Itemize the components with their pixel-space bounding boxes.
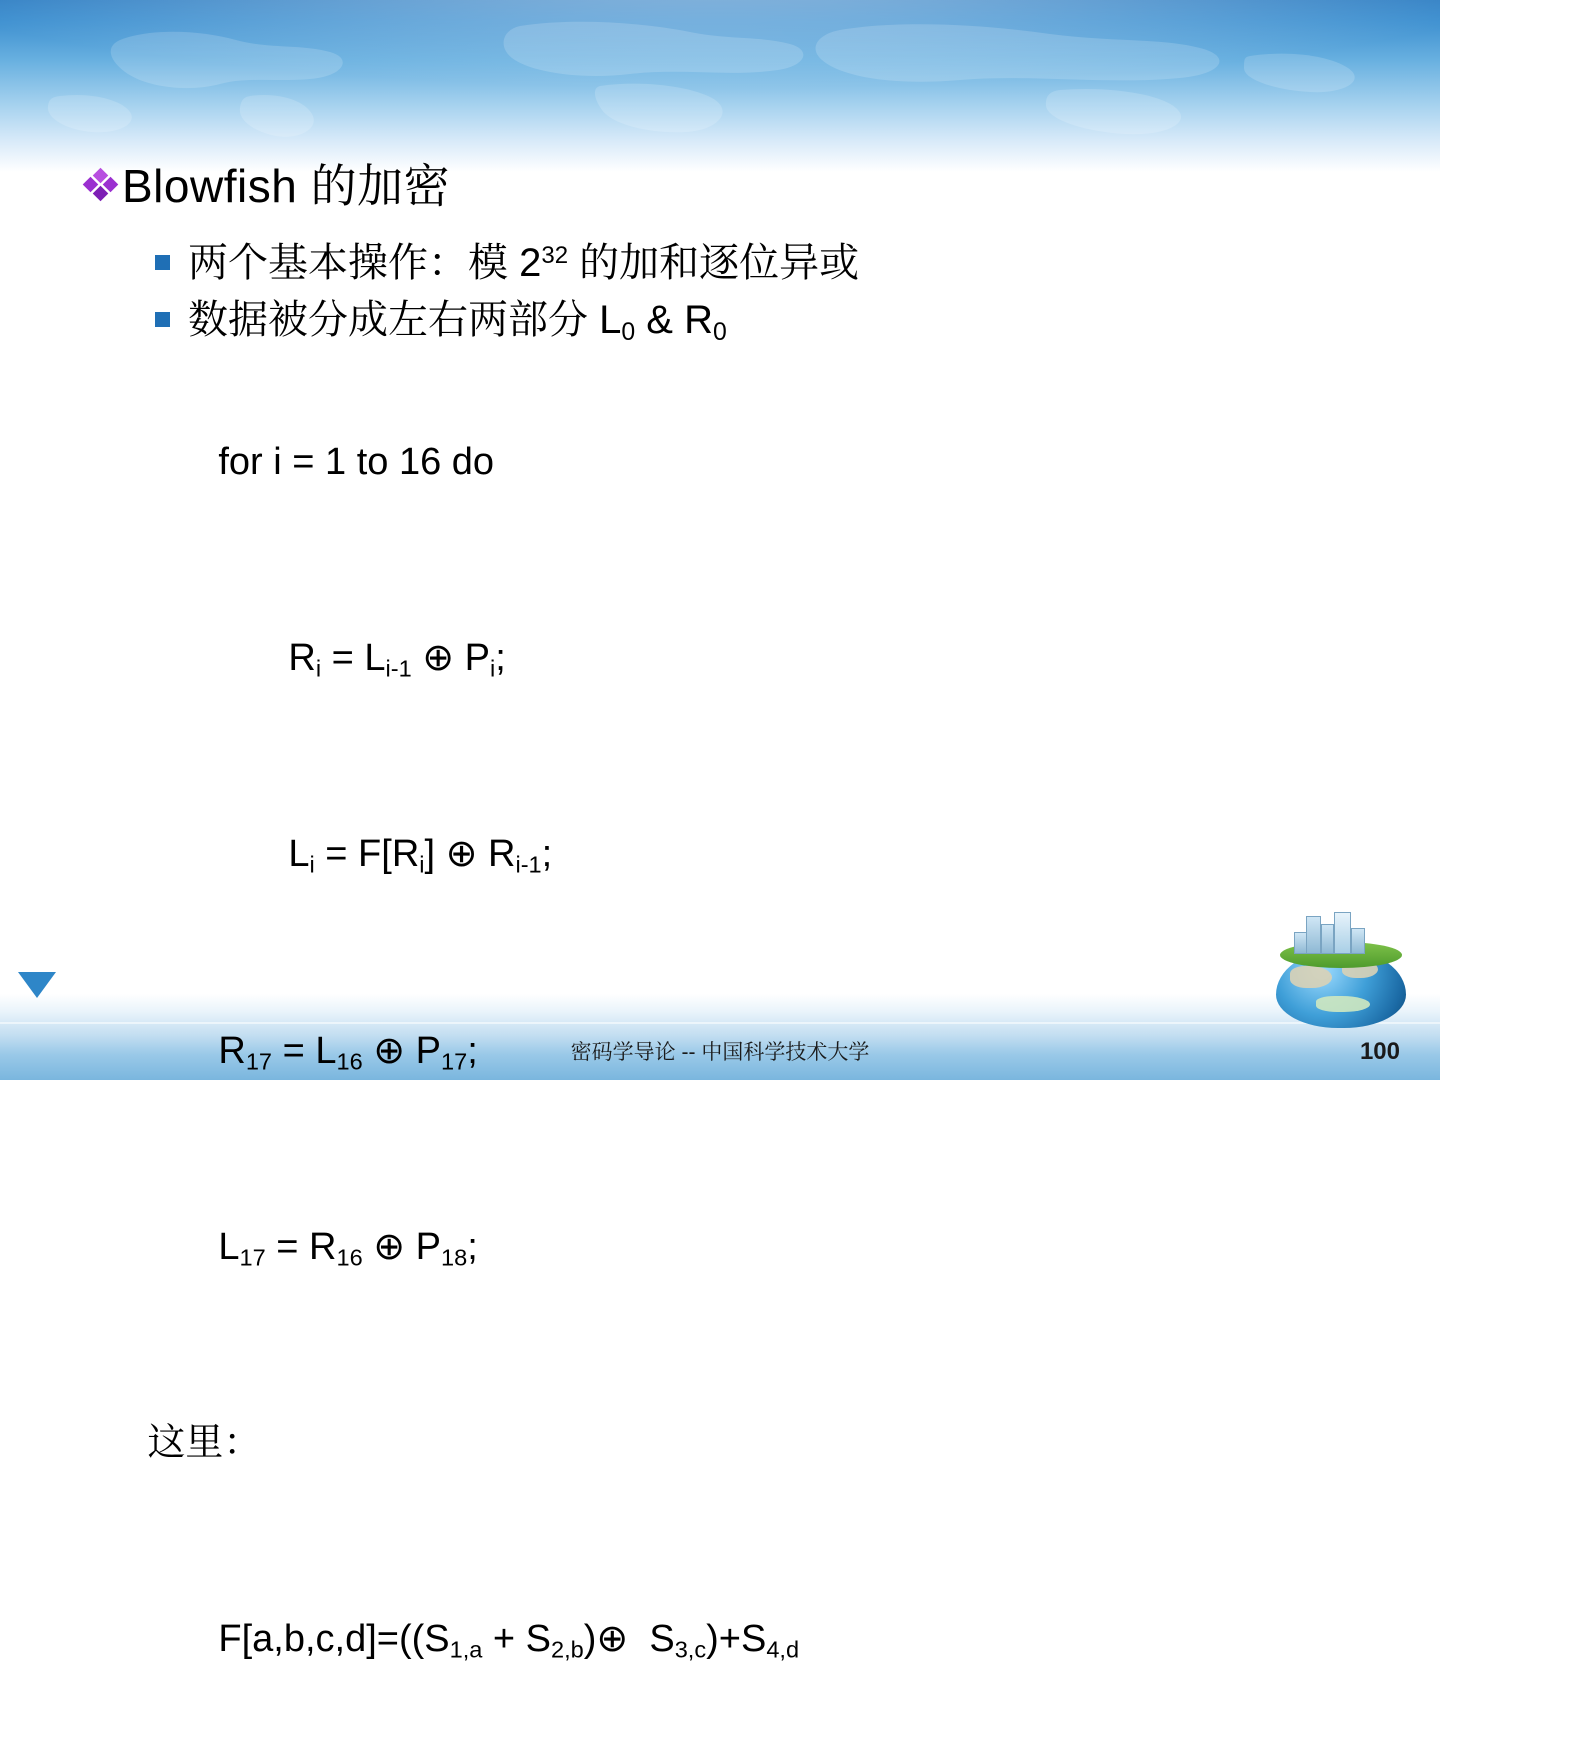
bullet-item-1-text: 两个基本操作：模 $2^{32}$ 的加和逐位异或 — [188, 241, 860, 286]
slide-content — [0, 160, 1440, 1738]
where-label: 这里： — [147, 1421, 262, 1464]
slide-heading-text: Blowfish 的加密 — [122, 160, 451, 212]
bullet-item-2-text: 数据被分成左右两部分 $L_0$ & $R_0$ — [188, 298, 727, 347]
code-line-r17: $R_{17} = L_{16}$ ⊕ $P_{17}$; — [218, 1029, 478, 1075]
bullet-item-2 — [155, 292, 1440, 349]
exponent-32: 32 — [541, 242, 569, 270]
code-line-l17: $L_{17} = R_{16}$ ⊕ $P_{18}$; — [218, 1225, 478, 1271]
code-line-f-function: $F[a,b,c,d]=((S_{1,a}$ + $S_{2,b})\oplus$ $S_{3,c})+S_{4,d}$ — [218, 1617, 800, 1663]
code-line-li: $L_i = F[R_i]$ ⊕ $R_{i-1}$; — [288, 833, 553, 879]
slide-heading — [84, 160, 1440, 213]
diamond-bullet-icon — [84, 170, 118, 210]
square-bullet-icon — [155, 255, 170, 270]
page-number: 100 — [1359, 1038, 1400, 1065]
top-banner-decoration — [0, 0, 1440, 172]
code-line-for: for i = 1 to 16 do — [218, 441, 495, 484]
footer-text: 密码学导论 -- 中国科学技术大学 — [570, 1041, 870, 1064]
bullet-item-1 — [155, 235, 1440, 292]
square-bullet-icon — [155, 312, 170, 327]
banner-shine — [0, 0, 1584, 90]
code-line-ri: $R_i = L_{i-1}$ ⊕ $P_i$; — [288, 637, 506, 682]
